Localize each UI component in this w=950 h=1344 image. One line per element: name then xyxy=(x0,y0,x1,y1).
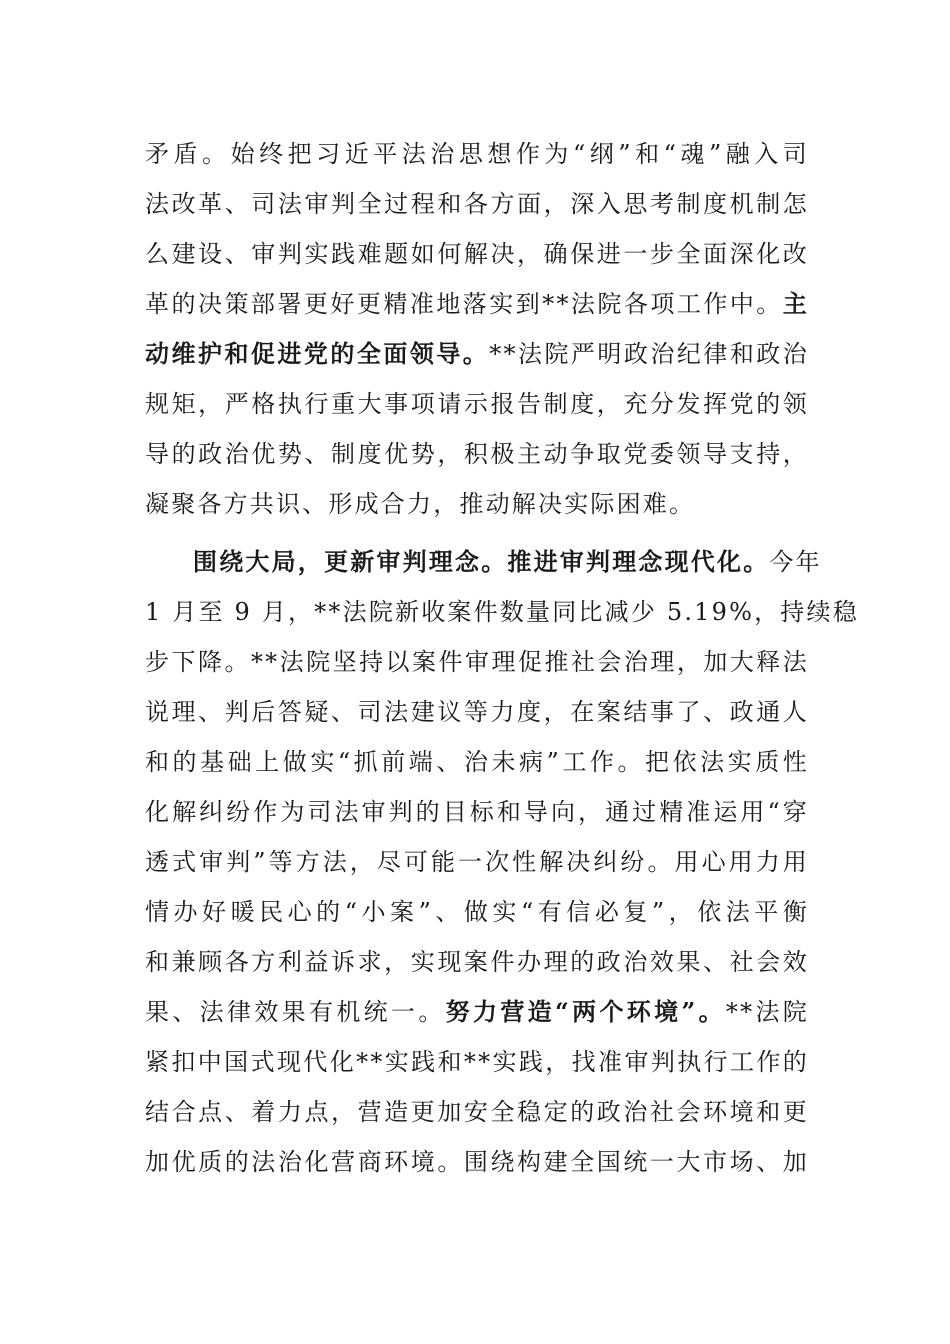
paragraph-text: **法院严明政治纪律和政治 xyxy=(489,340,809,368)
paragraph-text: 果、法律效果有机统一。 xyxy=(145,998,446,1026)
paragraph-line: 矛盾。始终把习近平法治思想作为“纲”和“魂”融入司 xyxy=(145,140,809,168)
paragraph-line: 规矩，严格执行重大事项请示报告制度，充分发挥党的领 xyxy=(145,390,809,418)
paragraph-line xyxy=(145,985,809,1039)
paragraph-line: 和的基础上做实“抓前端、治未病”工作。把依法实质性 xyxy=(145,748,809,776)
paragraph-line: 步下降。**法院坚持以案件审理促推社会治理，加大释法 xyxy=(145,648,809,676)
paragraph-line xyxy=(193,535,822,589)
paragraph-line: 情办好暖民心的“小案”、做实“有信必复”，依法平衡 xyxy=(145,898,809,926)
paragraph-line: 法改革、司法审判全过程和各方面，深入思考制度机制怎 xyxy=(145,190,809,218)
paragraph-line xyxy=(145,327,809,381)
paragraph-text: 今年 xyxy=(769,548,822,576)
paragraph-line xyxy=(145,277,809,331)
paragraph-line: 加优质的法治化营商环境。围绕构建全国统一大市场、加 xyxy=(145,1148,809,1176)
paragraph-line: 1 月至 9 月，**法院新收案件数量同比减少 5.19%，持续稳 xyxy=(145,598,859,626)
paragraph-line: 说理、判后答疑、司法建议等力度，在案结事了、政通人 xyxy=(145,698,809,726)
bold-heading-text: 动维护和促进党的全面领导。 xyxy=(145,339,490,368)
paragraph-line: 么建设、审判实践难题如何解决，确保进一步全面深化改 xyxy=(145,240,809,268)
paragraph-text: **法院 xyxy=(725,998,809,1026)
paragraph-line: 凝聚各方共识、形成合力，推动解决实际困难。 xyxy=(145,490,696,518)
paragraph-line: 透式审判”等方法，尽可能一次性解决纠纷。用心用力用 xyxy=(145,848,809,876)
paragraph-line: 和兼顾各方利益诉求，实现案件办理的政治效果、社会效 xyxy=(145,948,809,976)
bold-heading-text: 努力营造“两个环境”。 xyxy=(445,997,726,1026)
bold-heading-text: 主 xyxy=(782,289,809,318)
paragraph-line: 化解纠纷作为司法审判的目标和导向，通过精准运用“穿 xyxy=(145,798,809,826)
paragraph-line: 结合点、着力点，营造更加安全稳定的政治社会环境和更 xyxy=(145,1098,809,1126)
paragraph-line: 紧扣中国式现代化**实践和**实践，找准审判执行工作的 xyxy=(145,1048,809,1076)
paragraph-text: 革的决策部署更好更精准地落实到**法院各项工作中。 xyxy=(145,290,783,318)
bold-heading-text: 围绕大局，更新审判理念。推进审判理念现代化。 xyxy=(193,547,770,576)
paragraph-line: 导的政治优势、制度优势，积极主动争取党委领导支持， xyxy=(145,440,809,468)
